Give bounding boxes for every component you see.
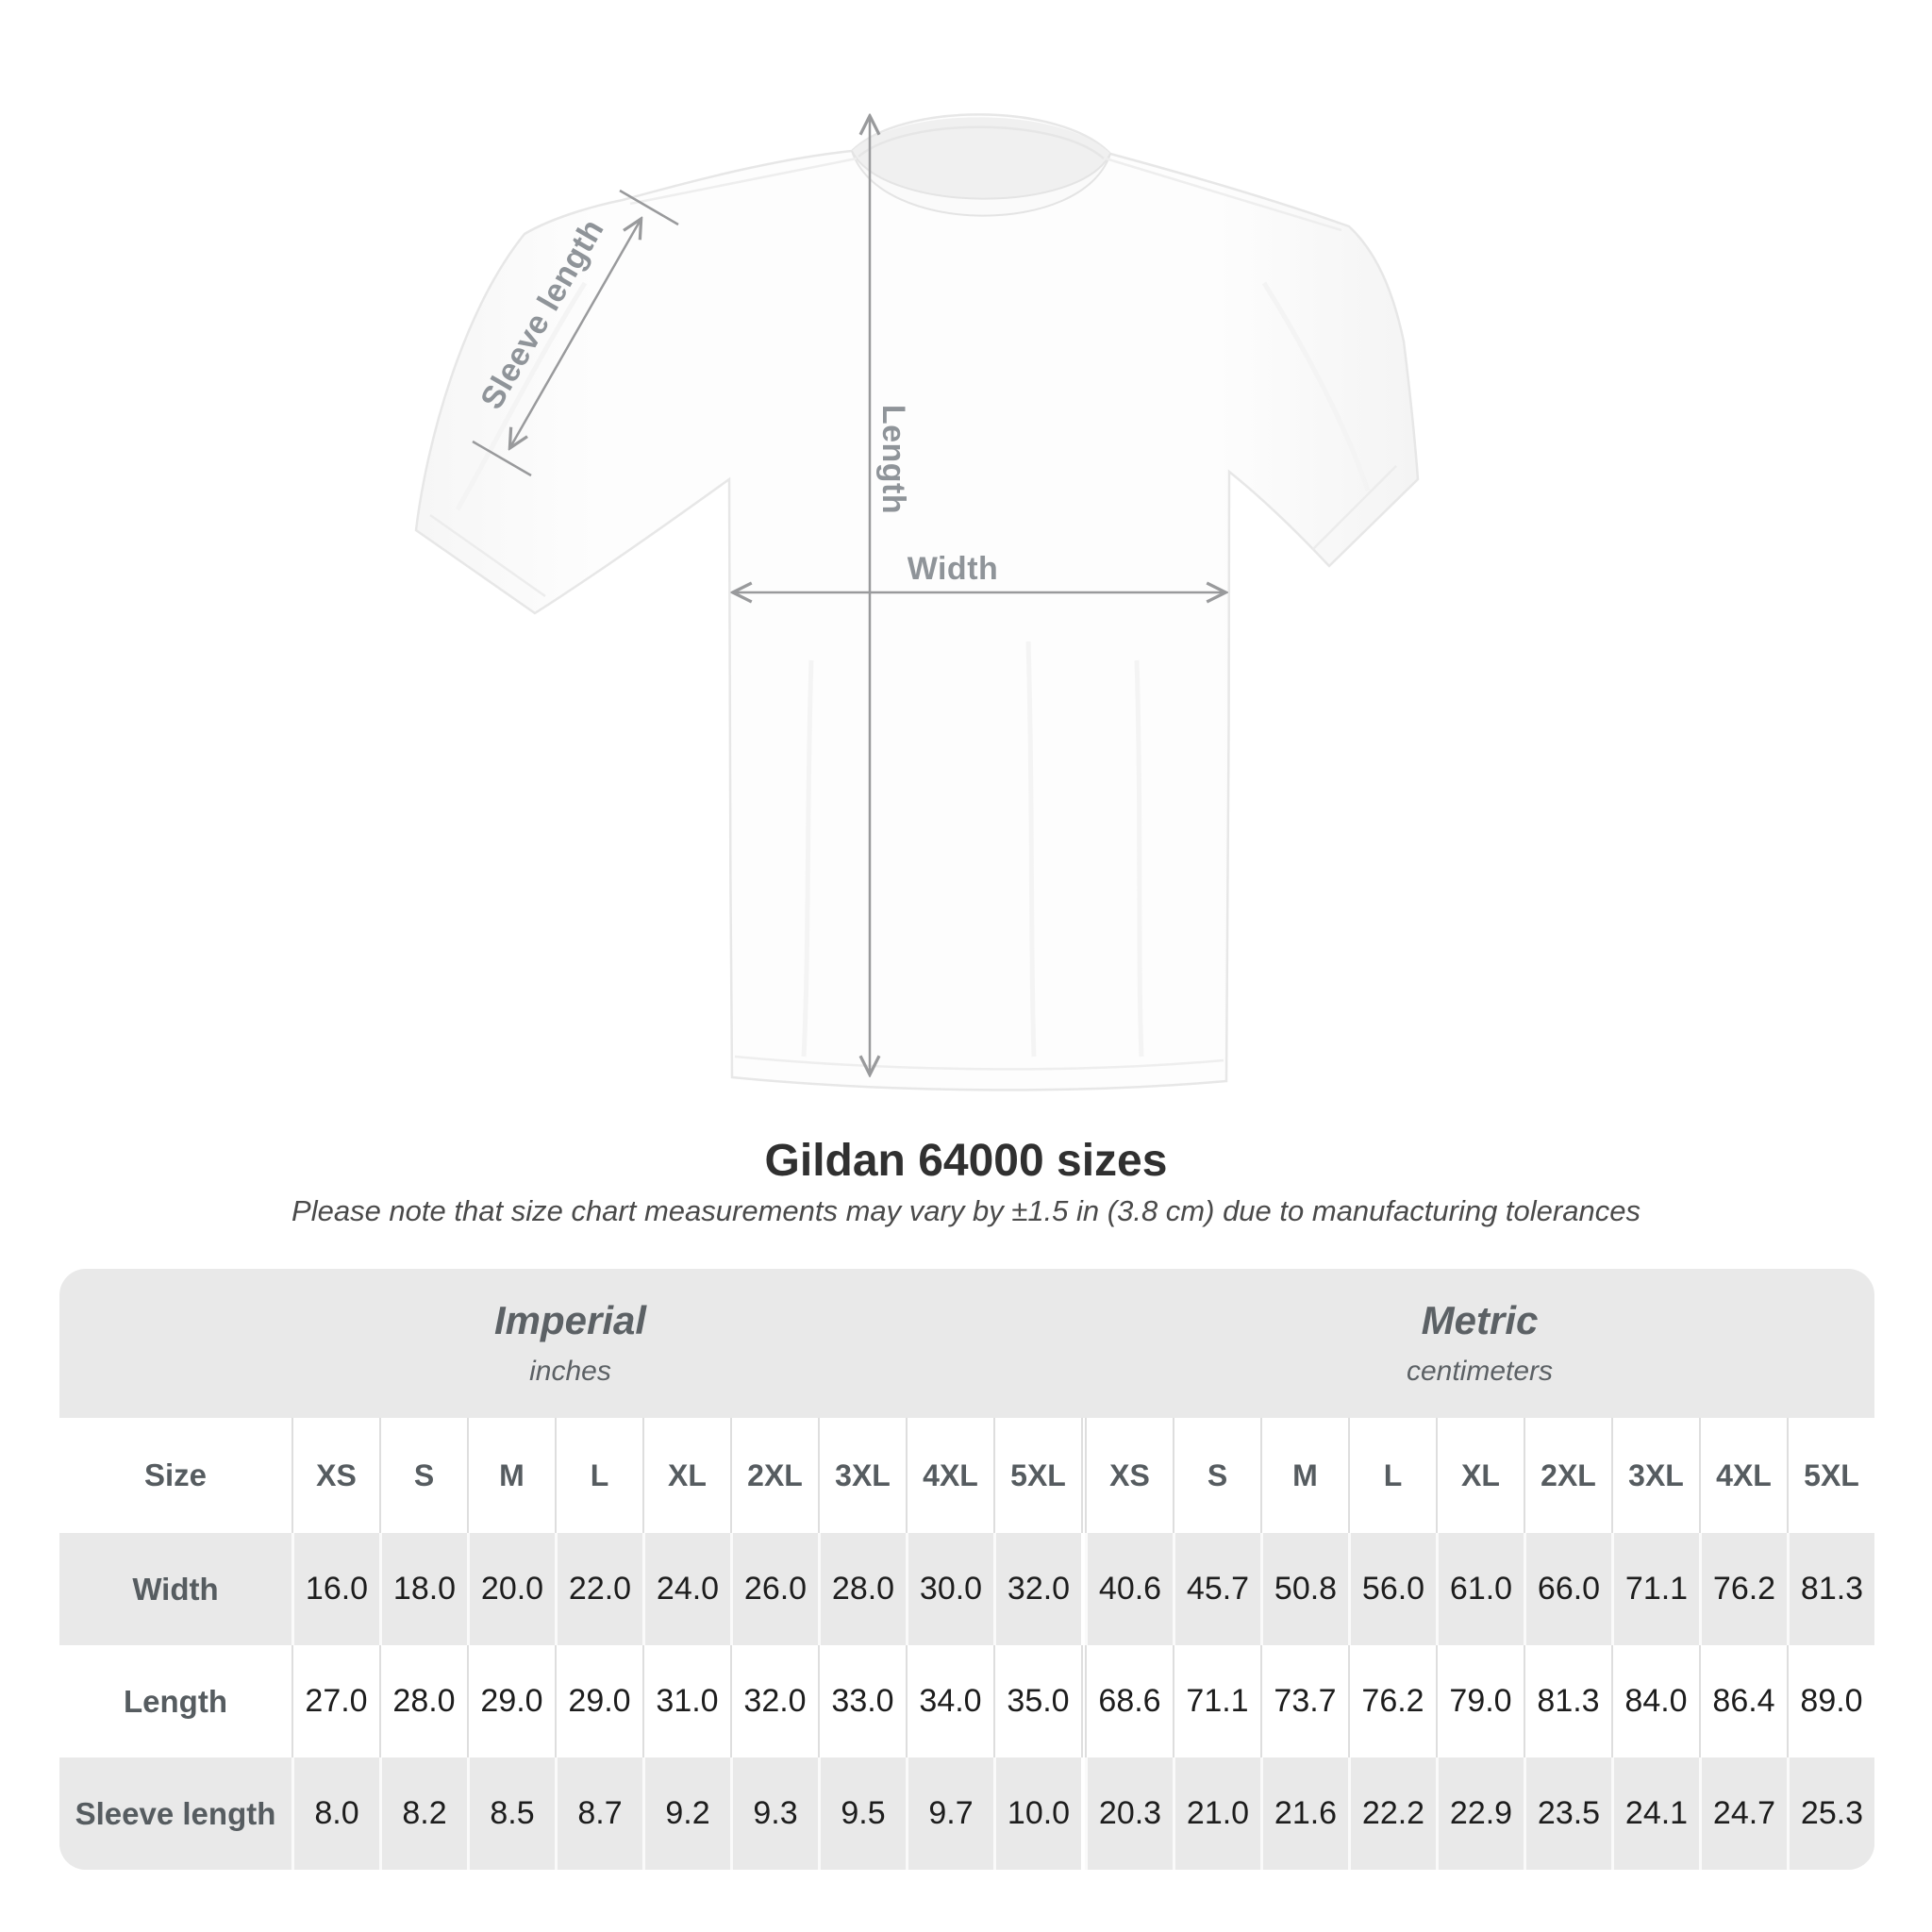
metric-size-col-header: 3XL — [1611, 1418, 1699, 1533]
size-header-row — [59, 1418, 1874, 1533]
metric-size-col-header: 2XL — [1524, 1418, 1611, 1533]
imperial-value: 28.0 — [379, 1645, 467, 1757]
size-table-body — [59, 1418, 1874, 1870]
imperial-value: 8.0 — [291, 1757, 379, 1870]
measurement-row — [59, 1533, 1874, 1645]
metric-value: 71.1 — [1173, 1645, 1260, 1757]
metric-size-col-header: M — [1260, 1418, 1348, 1533]
imperial-header — [59, 1269, 1081, 1418]
imperial-value: 35.0 — [993, 1645, 1081, 1757]
imperial-value: 9.2 — [642, 1757, 730, 1870]
metric-value: 61.0 — [1436, 1533, 1524, 1645]
row-label: Length — [59, 1645, 291, 1757]
metric-value: 71.1 — [1611, 1533, 1699, 1645]
imperial-value: 10.0 — [993, 1757, 1081, 1870]
measurement-row — [59, 1757, 1874, 1870]
metric-value: 22.9 — [1436, 1757, 1524, 1870]
unit-header-row — [59, 1269, 1874, 1418]
metric-value: 86.4 — [1699, 1645, 1787, 1757]
imperial-value: 16.0 — [291, 1533, 379, 1645]
imperial-size-col-header: S — [379, 1418, 467, 1533]
imperial-value: 8.7 — [555, 1757, 642, 1870]
sleeve-dimension-label: Sleeve length — [474, 212, 611, 416]
length-dimension-label: Length — [875, 404, 911, 515]
imperial-value: 9.3 — [730, 1757, 818, 1870]
metric-value: 76.2 — [1699, 1533, 1787, 1645]
imperial-value: 24.0 — [642, 1533, 730, 1645]
metric-value: 40.6 — [1085, 1533, 1173, 1645]
imperial-size-col-header: XL — [642, 1418, 730, 1533]
measurement-row — [59, 1645, 1874, 1757]
imperial-value: 8.2 — [379, 1757, 467, 1870]
tolerance-note: Please note that size chart measurements may vary by ±1.5 in (3.8 cm) due to manufacturing tolerances — [291, 1194, 1641, 1227]
metric-value: 24.7 — [1699, 1757, 1787, 1870]
imperial-value: 29.0 — [467, 1645, 555, 1757]
metric-value: 84.0 — [1611, 1645, 1699, 1757]
metric-value: 23.5 — [1524, 1757, 1611, 1870]
metric-value: 21.6 — [1260, 1757, 1348, 1870]
metric-header — [1085, 1269, 1874, 1418]
metric-value: 22.2 — [1348, 1757, 1436, 1870]
imperial-value: 20.0 — [467, 1533, 555, 1645]
metric-value: 24.1 — [1611, 1757, 1699, 1870]
metric-size-col-header: XL — [1436, 1418, 1524, 1533]
metric-size-col-header: 4XL — [1699, 1418, 1787, 1533]
imperial-value: 32.0 — [993, 1533, 1081, 1645]
metric-value: 68.6 — [1085, 1645, 1173, 1757]
metric-value: 56.0 — [1348, 1533, 1436, 1645]
metric-size-col-header: L — [1348, 1418, 1436, 1533]
metric-value: 21.0 — [1173, 1757, 1260, 1870]
width-dimension-label: Width — [907, 551, 999, 587]
metric-size-col-header: XS — [1085, 1418, 1173, 1533]
imperial-title: Imperial — [493, 1297, 647, 1342]
imperial-size-col-header: 4XL — [906, 1418, 993, 1533]
imperial-value: 31.0 — [642, 1645, 730, 1757]
imperial-value: 18.0 — [379, 1533, 467, 1645]
metric-value: 81.3 — [1787, 1533, 1874, 1645]
metric-value: 50.8 — [1260, 1533, 1348, 1645]
metric-value: 89.0 — [1787, 1645, 1874, 1757]
row-label: Width — [59, 1533, 291, 1645]
imperial-value: 27.0 — [291, 1645, 379, 1757]
imperial-size-col-header: M — [467, 1418, 555, 1533]
metric-value: 66.0 — [1524, 1533, 1611, 1645]
size-column-title: Size — [59, 1418, 291, 1533]
imperial-value: 9.5 — [818, 1757, 906, 1870]
imperial-value: 32.0 — [730, 1645, 818, 1757]
metric-value: 25.3 — [1787, 1757, 1874, 1870]
metric-value: 79.0 — [1436, 1645, 1524, 1757]
imperial-value: 28.0 — [818, 1533, 906, 1645]
imperial-unit: inches — [529, 1356, 611, 1388]
metric-size-col-header: 5XL — [1787, 1418, 1874, 1533]
imperial-value: 22.0 — [555, 1533, 642, 1645]
imperial-value: 30.0 — [906, 1533, 993, 1645]
imperial-size-col-header: 5XL — [993, 1418, 1081, 1533]
metric-title: Metric — [1421, 1297, 1539, 1342]
imperial-size-col-header: L — [555, 1418, 642, 1533]
metric-value: 20.3 — [1085, 1757, 1173, 1870]
metric-value: 73.7 — [1260, 1645, 1348, 1757]
metric-value: 45.7 — [1173, 1533, 1260, 1645]
size-table — [59, 1269, 1874, 1870]
imperial-size-col-header: XS — [291, 1418, 379, 1533]
imperial-value: 26.0 — [730, 1533, 818, 1645]
imperial-value: 33.0 — [818, 1645, 906, 1757]
imperial-size-col-header: 3XL — [818, 1418, 906, 1533]
imperial-value: 9.7 — [906, 1757, 993, 1870]
imperial-value: 34.0 — [906, 1645, 993, 1757]
imperial-value: 29.0 — [555, 1645, 642, 1757]
metric-size-col-header: S — [1173, 1418, 1260, 1533]
metric-value: 76.2 — [1348, 1645, 1436, 1757]
imperial-size-col-header: 2XL — [730, 1418, 818, 1533]
metric-unit: centimeters — [1406, 1356, 1554, 1388]
metric-value: 81.3 — [1524, 1645, 1611, 1757]
imperial-value: 8.5 — [467, 1757, 555, 1870]
page-title: Gildan 64000 sizes — [764, 1136, 1168, 1186]
row-label: Sleeve length — [59, 1757, 291, 1870]
